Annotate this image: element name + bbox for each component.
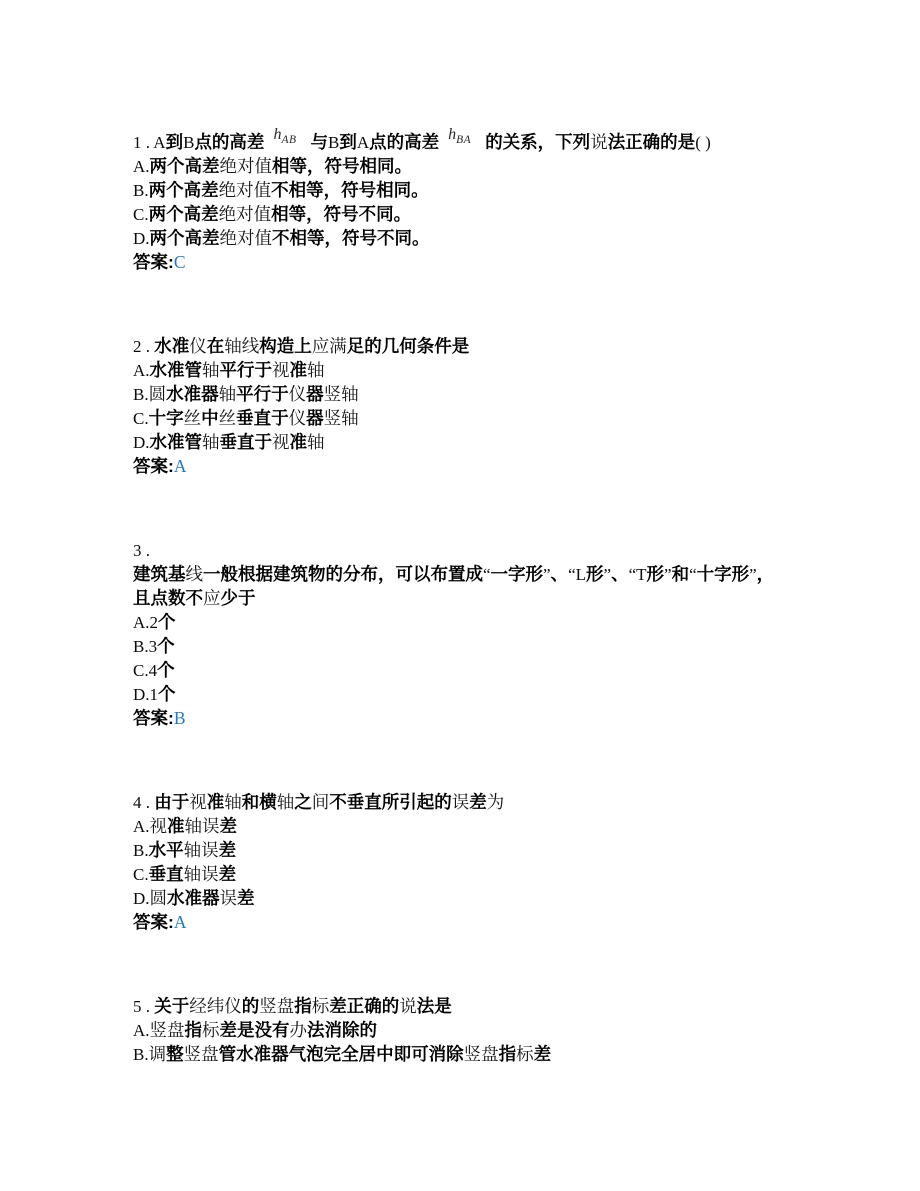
text-segment: ( ) bbox=[695, 133, 711, 152]
text-segment: 法是 bbox=[416, 996, 452, 1016]
answer-value: A bbox=[173, 912, 187, 932]
text-segment: 轴 bbox=[307, 432, 325, 452]
text-segment: 4 . bbox=[133, 793, 155, 812]
text-segment: 仪 bbox=[189, 336, 207, 356]
text-segment: A. bbox=[133, 157, 150, 176]
text-segment: 点的高差 bbox=[194, 132, 265, 152]
text-segment: 丝 bbox=[183, 408, 202, 428]
text-segment: 竖盘 bbox=[259, 996, 295, 1016]
text-segment: A bbox=[356, 133, 370, 152]
question-5 bbox=[133, 994, 833, 1066]
text-segment: 2 . bbox=[133, 337, 155, 356]
option-line bbox=[133, 886, 833, 910]
text-segment: 水准管 bbox=[149, 360, 203, 380]
math-formula-h_AB bbox=[273, 123, 296, 147]
text-segment: 水准器 bbox=[167, 888, 220, 908]
text-segment: 法正确的是 bbox=[607, 132, 696, 152]
text-segment: 到 bbox=[165, 132, 184, 152]
option-line bbox=[133, 862, 833, 886]
text-segment: 绝对值 bbox=[218, 204, 272, 224]
text-segment: D.1 bbox=[133, 685, 159, 704]
question-text-line bbox=[133, 562, 833, 586]
question-title bbox=[133, 994, 833, 1018]
text-segment: 在 bbox=[206, 336, 225, 356]
text-segment: 垂直于 bbox=[236, 408, 289, 428]
text-segment: 答案: bbox=[133, 456, 174, 476]
question-title bbox=[133, 126, 833, 154]
text-segment: 轴 bbox=[276, 792, 295, 812]
text-segment: 1 . A bbox=[133, 133, 166, 152]
text-segment: 仪 bbox=[288, 408, 307, 428]
text-segment: 两个高差 bbox=[149, 156, 220, 176]
text-segment: 点的高差 bbox=[369, 132, 440, 152]
option-line bbox=[133, 202, 833, 226]
text-segment: 轴误 bbox=[183, 864, 219, 884]
option-line bbox=[133, 682, 833, 706]
text-segment: D. bbox=[133, 229, 150, 248]
text-segment: 准 bbox=[289, 432, 308, 452]
text-segment: 两个高差 bbox=[149, 228, 220, 248]
text-segment: 足的几何条件是 bbox=[346, 336, 470, 356]
answer-value: A bbox=[173, 456, 187, 476]
text-segment: A.2 bbox=[133, 613, 159, 632]
option-line bbox=[133, 838, 833, 862]
text-segment: 绝对值 bbox=[219, 228, 273, 248]
text-segment: 竖轴 bbox=[323, 408, 359, 428]
text-segment: 两个高差 bbox=[148, 204, 219, 224]
text-segment: 5 . bbox=[133, 997, 155, 1016]
text-segment: 应满 bbox=[311, 336, 347, 356]
text-segment: A. bbox=[133, 817, 150, 836]
text-segment: 中 bbox=[201, 408, 219, 428]
text-segment: “T bbox=[628, 565, 647, 584]
text-segment: 差 bbox=[469, 792, 487, 812]
text-segment: 的关系，下列 bbox=[485, 132, 591, 152]
text-segment: 轴误 bbox=[184, 816, 220, 836]
text-segment: 个 bbox=[157, 660, 175, 680]
text-segment: “ bbox=[689, 565, 697, 584]
text-segment: 视 bbox=[272, 360, 290, 380]
text-segment: “ bbox=[483, 565, 491, 584]
text-segment: 视 bbox=[272, 432, 290, 452]
question-1 bbox=[133, 126, 833, 274]
answer-value: B bbox=[173, 708, 186, 728]
text-segment: 差 bbox=[218, 864, 237, 884]
text-segment: 轴 bbox=[307, 360, 325, 380]
text-segment: 差是没有 bbox=[219, 1020, 290, 1040]
text-segment: 说 bbox=[399, 996, 417, 1016]
text-segment: 且点数不 bbox=[133, 588, 203, 608]
text-segment: 视 bbox=[149, 816, 168, 836]
text-segment: 和 bbox=[671, 564, 690, 584]
text-segment: 相等，符号相同。 bbox=[272, 156, 413, 176]
text-segment: B. bbox=[133, 841, 149, 860]
option-line bbox=[133, 1018, 833, 1042]
text-segment: 误 bbox=[451, 792, 470, 812]
text-segment: 经纬仪 bbox=[189, 996, 242, 1016]
text-segment: 答案: bbox=[133, 912, 174, 932]
text-segment: 垂直于 bbox=[219, 432, 273, 452]
text-segment: 和横 bbox=[241, 792, 277, 812]
text-segment: B.3 bbox=[133, 637, 158, 656]
text-segment: 形 bbox=[586, 564, 604, 584]
questions-list bbox=[133, 126, 833, 1126]
text-segment: B. bbox=[133, 181, 149, 200]
text-segment: 两个高差 bbox=[148, 180, 219, 200]
text-segment: 水准 bbox=[154, 336, 190, 356]
text-segment: 器 bbox=[306, 408, 324, 428]
text-segment: 不垂直所引起的 bbox=[329, 792, 452, 812]
text-segment: 管水准器气泡完全居中即可消除 bbox=[218, 1044, 464, 1064]
text-segment: 相等，符号不同。 bbox=[271, 204, 412, 224]
text-segment: 差 bbox=[218, 840, 237, 860]
text-segment: 构造上 bbox=[259, 336, 312, 356]
text-segment: 整 bbox=[166, 1044, 184, 1064]
text-segment: ” bbox=[603, 565, 612, 584]
text-segment: 答案: bbox=[133, 708, 174, 728]
text-segment: 关于 bbox=[154, 996, 190, 1016]
text-segment: 准 bbox=[206, 792, 225, 812]
text-segment: 一字形 bbox=[490, 564, 544, 584]
text-segment: 差正确的 bbox=[329, 996, 400, 1016]
text-segment: 之 bbox=[294, 792, 312, 812]
text-segment: 说 bbox=[590, 132, 608, 152]
text-segment: A. bbox=[133, 1021, 150, 1040]
text-segment: 的 bbox=[241, 996, 260, 1016]
text-segment: 竖盘 bbox=[463, 1044, 499, 1064]
text-segment: 标 bbox=[516, 1044, 534, 1064]
option-line bbox=[133, 658, 833, 682]
question-title bbox=[133, 790, 833, 814]
text-segment: 指 bbox=[184, 1020, 203, 1040]
answer-line bbox=[133, 250, 833, 274]
text-segment: 线 bbox=[185, 564, 203, 584]
answer-line bbox=[133, 706, 833, 730]
text-segment: 办 bbox=[289, 1020, 308, 1040]
option-line bbox=[133, 178, 833, 202]
text-segment: 标 bbox=[202, 1020, 220, 1040]
text-segment: A. bbox=[133, 361, 150, 380]
text-segment: 圆 bbox=[149, 888, 168, 908]
option-line bbox=[133, 406, 833, 430]
text-segment: C. bbox=[133, 205, 149, 224]
text-segment: “L bbox=[568, 565, 587, 584]
text-segment: 形 bbox=[646, 564, 665, 584]
formula-subscript: BA bbox=[456, 134, 472, 147]
text-segment: 答案: bbox=[133, 252, 174, 272]
text-segment: 轴 bbox=[218, 384, 237, 404]
option-line bbox=[133, 634, 833, 658]
question-3 bbox=[133, 538, 833, 730]
question-2 bbox=[133, 334, 833, 478]
text-segment: 轴线 bbox=[224, 336, 260, 356]
text-segment: B. bbox=[133, 1045, 149, 1064]
text-segment: B. bbox=[133, 385, 149, 404]
text-segment: 、 bbox=[550, 564, 569, 584]
option-line bbox=[133, 226, 833, 250]
text-segment: 器 bbox=[306, 384, 324, 404]
text-segment: 十字 bbox=[148, 408, 184, 428]
text-segment: 调 bbox=[148, 1044, 167, 1064]
text-segment: 准 bbox=[167, 816, 185, 836]
text-segment: 轴 bbox=[224, 792, 242, 812]
option-line bbox=[133, 382, 833, 406]
text-segment: 个 bbox=[158, 612, 176, 632]
text-segment: ” bbox=[543, 565, 551, 584]
option-line bbox=[133, 430, 833, 454]
text-segment: 差 bbox=[237, 888, 255, 908]
text-segment: 为 bbox=[486, 792, 505, 812]
text-segment: 由于 bbox=[154, 792, 190, 812]
text-segment: 竖盘 bbox=[183, 1044, 219, 1064]
text-segment: 个 bbox=[157, 636, 175, 656]
text-segment: 标 bbox=[311, 996, 330, 1016]
text-segment: 不相等，符号相同。 bbox=[271, 180, 429, 200]
text-segment: C.4 bbox=[133, 661, 158, 680]
text-segment: 不相等，符号不同。 bbox=[272, 228, 430, 248]
text-segment: 轴 bbox=[202, 432, 220, 452]
text-segment: 视 bbox=[189, 792, 207, 812]
text-segment: 竖轴 bbox=[323, 384, 359, 404]
text-segment: B bbox=[183, 133, 195, 152]
text-segment: 绝对值 bbox=[218, 180, 272, 200]
text-segment: D. bbox=[133, 433, 150, 452]
option-line bbox=[133, 1042, 833, 1066]
text-segment: 应 bbox=[203, 588, 221, 608]
text-segment: 个 bbox=[158, 684, 176, 704]
text-segment: 平行于 bbox=[219, 360, 273, 380]
text-segment: 到 bbox=[339, 132, 357, 152]
question-title bbox=[133, 334, 833, 358]
text-segment: 垂直 bbox=[148, 864, 184, 884]
text-segment: 准 bbox=[289, 360, 308, 380]
option-line bbox=[133, 610, 833, 634]
text-segment: 圆 bbox=[148, 384, 167, 404]
math-formula-h_BA bbox=[448, 123, 471, 147]
question-4 bbox=[133, 790, 833, 934]
question-text-line bbox=[133, 586, 833, 610]
text-segment: 少于 bbox=[220, 588, 256, 608]
text-segment: 指 bbox=[498, 1044, 517, 1064]
formula-variable: h bbox=[448, 126, 457, 143]
text-segment: 误 bbox=[219, 888, 238, 908]
text-segment: 差 bbox=[533, 1044, 552, 1064]
answer-line bbox=[133, 910, 833, 934]
text-segment: 丝 bbox=[218, 408, 237, 428]
text-segment: ， bbox=[756, 564, 775, 584]
text-segment: 指 bbox=[294, 996, 312, 1016]
question-number bbox=[133, 538, 833, 562]
option-line bbox=[133, 814, 833, 838]
text-segment: 十字形 bbox=[696, 564, 750, 584]
formula-variable: h bbox=[273, 126, 282, 143]
text-segment: 差 bbox=[219, 816, 238, 836]
answer-value: C bbox=[173, 252, 186, 272]
text-segment: 、 bbox=[611, 564, 629, 584]
option-line bbox=[133, 154, 833, 178]
text-segment: 一般根据建筑物的分布，可以布置成 bbox=[203, 564, 483, 584]
text-segment: C. bbox=[133, 409, 149, 428]
text-segment: C. bbox=[133, 865, 149, 884]
text-segment: 法消除的 bbox=[307, 1020, 378, 1040]
option-line bbox=[133, 358, 833, 382]
text-segment: 竖盘 bbox=[149, 1020, 185, 1040]
text-segment: 轴 bbox=[202, 360, 220, 380]
text-segment: 水准管 bbox=[149, 432, 203, 452]
text-segment: 水准器 bbox=[166, 384, 219, 404]
answer-line bbox=[133, 454, 833, 478]
text-segment: 绝对值 bbox=[219, 156, 273, 176]
formula-subscript: AB bbox=[281, 134, 297, 147]
text-segment: 平行于 bbox=[236, 384, 289, 404]
text-segment: 建筑基 bbox=[133, 564, 186, 584]
text-segment: 仪 bbox=[288, 384, 307, 404]
text-segment: 3 . bbox=[133, 541, 150, 560]
text-segment: D. bbox=[133, 889, 150, 908]
text-segment: ” bbox=[749, 565, 757, 584]
text-segment: ” bbox=[664, 565, 672, 584]
text-segment: 与 bbox=[310, 132, 328, 152]
text-segment: B bbox=[328, 133, 340, 152]
text-segment: 水平 bbox=[148, 840, 184, 860]
text-segment: 轴误 bbox=[183, 840, 219, 860]
text-segment: 间 bbox=[311, 792, 330, 812]
